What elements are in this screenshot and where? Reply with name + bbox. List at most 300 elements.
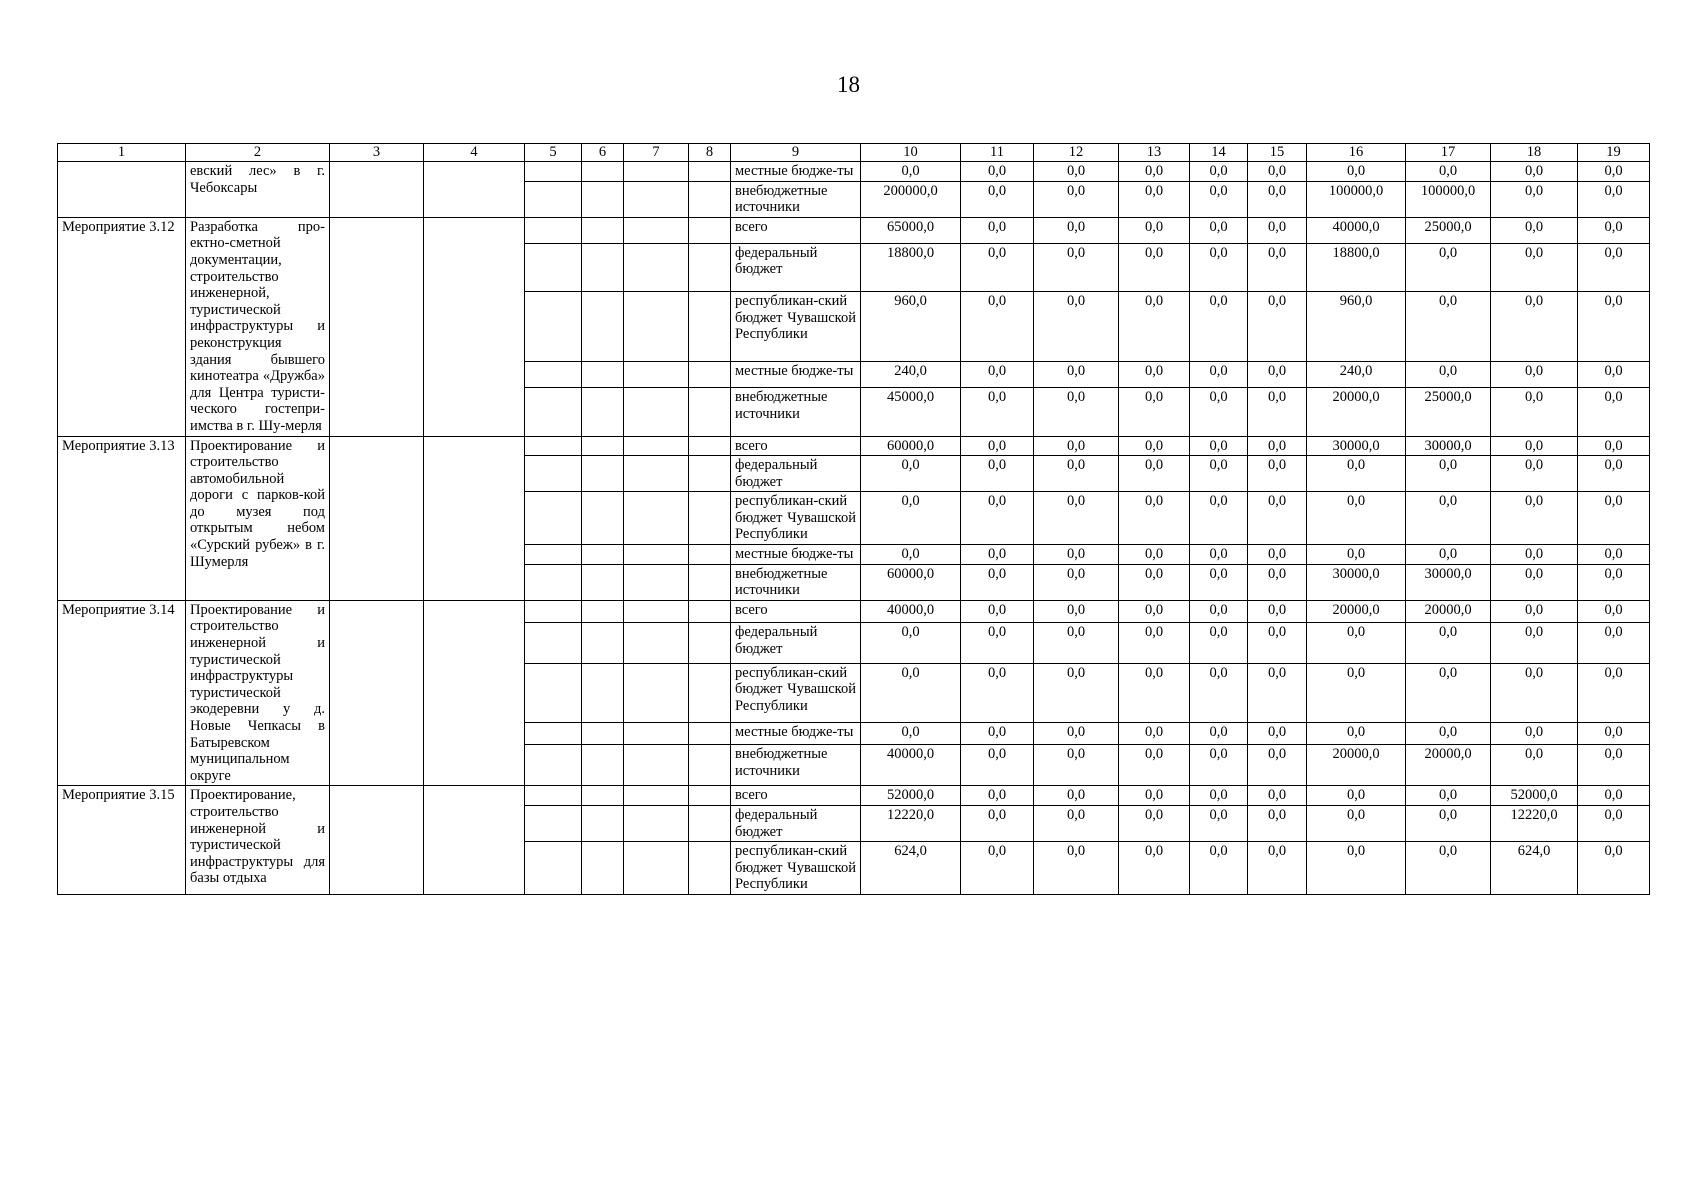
amount-cell: 0,0 xyxy=(1578,564,1650,600)
amount-cell: 0,0 xyxy=(1248,723,1307,745)
amount-cell: 0,0 xyxy=(1307,622,1406,663)
amount-cell: 0,0 xyxy=(961,243,1034,291)
empty-cell xyxy=(624,545,689,565)
amount-cell: 0,0 xyxy=(861,456,961,492)
measure-id-cell xyxy=(58,162,186,218)
column-number-9: 9 xyxy=(731,144,861,162)
column-number-1: 1 xyxy=(58,144,186,162)
amount-cell: 0,0 xyxy=(1578,805,1650,841)
column-number-7: 7 xyxy=(624,144,689,162)
amount-cell: 0,0 xyxy=(1248,600,1307,622)
amount-cell: 960,0 xyxy=(861,292,961,362)
amount-cell: 0,0 xyxy=(1248,162,1307,182)
empty-cell xyxy=(689,492,731,545)
amount-cell: 0,0 xyxy=(1119,492,1190,545)
table-row xyxy=(58,600,1650,622)
amount-cell: 0,0 xyxy=(1248,181,1307,217)
amount-cell: 52000,0 xyxy=(861,786,961,806)
amount-cell: 0,0 xyxy=(1190,723,1248,745)
empty-cell xyxy=(689,663,731,723)
column-number-15: 15 xyxy=(1248,144,1307,162)
empty-cell xyxy=(525,436,582,456)
empty-cell xyxy=(582,162,624,182)
empty-cell xyxy=(525,362,582,388)
empty-cell xyxy=(624,723,689,745)
amount-cell: 0,0 xyxy=(1307,492,1406,545)
amount-cell: 0,0 xyxy=(961,456,1034,492)
amount-cell: 0,0 xyxy=(1406,243,1491,291)
amount-cell: 0,0 xyxy=(1190,292,1248,362)
empty-cell xyxy=(525,786,582,806)
empty-cell xyxy=(624,564,689,600)
amount-cell: 0,0 xyxy=(961,292,1034,362)
amount-cell: 0,0 xyxy=(1406,492,1491,545)
empty-cell xyxy=(624,162,689,182)
empty-cell xyxy=(689,217,731,243)
empty-cell xyxy=(689,564,731,600)
empty-cell xyxy=(424,786,525,895)
empty-cell xyxy=(330,600,424,786)
amount-cell: 0,0 xyxy=(861,545,961,565)
empty-cell xyxy=(582,564,624,600)
amount-cell: 0,0 xyxy=(1119,564,1190,600)
amount-cell: 0,0 xyxy=(1248,805,1307,841)
amount-cell: 0,0 xyxy=(1491,436,1578,456)
amount-cell: 0,0 xyxy=(861,663,961,723)
amount-cell: 0,0 xyxy=(1034,181,1119,217)
column-number-17: 17 xyxy=(1406,144,1491,162)
amount-cell: 0,0 xyxy=(961,723,1034,745)
amount-cell: 0,0 xyxy=(1190,436,1248,456)
empty-cell xyxy=(525,181,582,217)
amount-cell: 0,0 xyxy=(1034,622,1119,663)
empty-cell xyxy=(525,217,582,243)
measure-name-cell: Проектирование и строительство автомобильной дороги с парков-кой до музея под открытым небом «Сурский рубеж» в г. Шумерля xyxy=(186,436,330,600)
amount-cell: 0,0 xyxy=(1491,217,1578,243)
amount-cell: 0,0 xyxy=(961,564,1034,600)
amount-cell: 0,0 xyxy=(1119,545,1190,565)
amount-cell: 0,0 xyxy=(1248,292,1307,362)
empty-cell xyxy=(424,436,525,600)
empty-cell xyxy=(689,456,731,492)
amount-cell: 240,0 xyxy=(1307,362,1406,388)
empty-cell xyxy=(582,663,624,723)
empty-cell xyxy=(624,745,689,786)
amount-cell: 0,0 xyxy=(1491,663,1578,723)
amount-cell: 0,0 xyxy=(1406,292,1491,362)
amount-cell: 0,0 xyxy=(961,842,1034,895)
amount-cell: 12220,0 xyxy=(1491,805,1578,841)
empty-cell xyxy=(525,723,582,745)
amount-cell: 0,0 xyxy=(1119,805,1190,841)
empty-cell xyxy=(525,600,582,622)
column-number-6: 6 xyxy=(582,144,624,162)
column-number-header-row xyxy=(58,144,1650,162)
amount-cell: 0,0 xyxy=(1491,388,1578,436)
amount-cell: 0,0 xyxy=(1034,388,1119,436)
amount-cell: 0,0 xyxy=(1034,217,1119,243)
amount-cell: 0,0 xyxy=(1578,243,1650,291)
funding-source-cell: республикан-ский бюджет Чувашской Республики xyxy=(731,842,861,895)
empty-cell xyxy=(624,600,689,622)
amount-cell: 40000,0 xyxy=(861,600,961,622)
amount-cell: 0,0 xyxy=(1119,436,1190,456)
amount-cell: 0,0 xyxy=(1119,181,1190,217)
amount-cell: 0,0 xyxy=(1578,388,1650,436)
measure-name-cell: Проектирование, строительство инженерной и туристической инфраструктуры для базы отдыха xyxy=(186,786,330,895)
empty-cell xyxy=(689,723,731,745)
empty-cell xyxy=(624,492,689,545)
table-body xyxy=(58,162,1650,895)
measure-id-cell: Мероприятие 3.13 xyxy=(58,436,186,600)
amount-cell: 0,0 xyxy=(1190,745,1248,786)
amount-cell: 0,0 xyxy=(861,723,961,745)
amount-cell: 0,0 xyxy=(1119,162,1190,182)
amount-cell: 0,0 xyxy=(1119,217,1190,243)
amount-cell: 0,0 xyxy=(1190,456,1248,492)
amount-cell: 0,0 xyxy=(1406,162,1491,182)
amount-cell: 0,0 xyxy=(1248,545,1307,565)
amount-cell: 60000,0 xyxy=(861,564,961,600)
amount-cell: 0,0 xyxy=(1491,162,1578,182)
measure-name-cell: Проектирование и строительство инженерной и туристической инфраструктуры туристической экодеревни у д. Новые Чепкасы в Батыревском муниципальном округе xyxy=(186,600,330,786)
amount-cell: 0,0 xyxy=(1307,663,1406,723)
empty-cell xyxy=(624,842,689,895)
funding-source-cell: внебюджетные источники xyxy=(731,388,861,436)
amount-cell: 20000,0 xyxy=(1307,600,1406,622)
amount-cell: 0,0 xyxy=(1190,663,1248,723)
amount-cell: 0,0 xyxy=(1307,842,1406,895)
amount-cell: 0,0 xyxy=(1034,362,1119,388)
funding-source-cell: федеральный бюджет xyxy=(731,243,861,291)
amount-cell: 0,0 xyxy=(1190,181,1248,217)
column-number-14: 14 xyxy=(1190,144,1248,162)
funding-source-cell: республикан-ский бюджет Чувашской Республики xyxy=(731,492,861,545)
amount-cell: 0,0 xyxy=(1034,456,1119,492)
amount-cell: 0,0 xyxy=(1578,456,1650,492)
page-number: 18 xyxy=(837,72,860,97)
amount-cell: 0,0 xyxy=(961,436,1034,456)
amount-cell: 0,0 xyxy=(1119,723,1190,745)
amount-cell: 0,0 xyxy=(1190,492,1248,545)
amount-cell: 0,0 xyxy=(1491,492,1578,545)
amount-cell: 0,0 xyxy=(1119,243,1190,291)
amount-cell: 0,0 xyxy=(861,162,961,182)
empty-cell xyxy=(689,243,731,291)
empty-cell xyxy=(525,745,582,786)
amount-cell: 0,0 xyxy=(961,663,1034,723)
funding-source-cell: республикан-ский бюджет Чувашской Республики xyxy=(731,292,861,362)
amount-cell: 100000,0 xyxy=(1307,181,1406,217)
amount-cell: 0,0 xyxy=(1034,842,1119,895)
empty-cell xyxy=(689,436,731,456)
empty-cell xyxy=(525,663,582,723)
column-number-2: 2 xyxy=(186,144,330,162)
table-row xyxy=(58,217,1650,243)
empty-cell xyxy=(582,436,624,456)
funding-source-cell: местные бюдже-ты xyxy=(731,545,861,565)
amount-cell: 0,0 xyxy=(1248,842,1307,895)
amount-cell: 0,0 xyxy=(1190,805,1248,841)
amount-cell: 0,0 xyxy=(961,362,1034,388)
amount-cell: 0,0 xyxy=(1119,600,1190,622)
amount-cell: 0,0 xyxy=(1578,292,1650,362)
empty-cell xyxy=(624,456,689,492)
empty-cell xyxy=(582,745,624,786)
funding-source-cell: республикан-ский бюджет Чувашской Республики xyxy=(731,663,861,723)
empty-cell xyxy=(525,842,582,895)
empty-cell xyxy=(689,745,731,786)
amount-cell: 0,0 xyxy=(1248,456,1307,492)
amount-cell: 0,0 xyxy=(961,622,1034,663)
amount-cell: 0,0 xyxy=(1190,217,1248,243)
empty-cell xyxy=(424,217,525,436)
measure-name-cell: евский лес» в г. Чебоксары xyxy=(186,162,330,218)
amount-cell: 0,0 xyxy=(1578,745,1650,786)
empty-cell xyxy=(525,805,582,841)
empty-cell xyxy=(582,842,624,895)
empty-cell xyxy=(689,292,731,362)
amount-cell: 0,0 xyxy=(961,388,1034,436)
amount-cell: 0,0 xyxy=(1406,805,1491,841)
amount-cell: 960,0 xyxy=(1307,292,1406,362)
funding-source-cell: федеральный бюджет xyxy=(731,805,861,841)
amount-cell: 0,0 xyxy=(1034,663,1119,723)
amount-cell: 0,0 xyxy=(961,745,1034,786)
amount-cell: 20000,0 xyxy=(1307,745,1406,786)
amount-cell: 0,0 xyxy=(961,545,1034,565)
amount-cell: 0,0 xyxy=(1307,805,1406,841)
empty-cell xyxy=(689,786,731,806)
amount-cell: 0,0 xyxy=(1248,217,1307,243)
column-number-13: 13 xyxy=(1119,144,1190,162)
amount-cell: 0,0 xyxy=(961,492,1034,545)
amount-cell: 0,0 xyxy=(1248,362,1307,388)
amount-cell: 0,0 xyxy=(1034,545,1119,565)
amount-cell: 0,0 xyxy=(961,217,1034,243)
funding-source-cell: внебюджетные источники xyxy=(731,745,861,786)
empty-cell xyxy=(689,181,731,217)
empty-cell xyxy=(525,622,582,663)
amount-cell: 0,0 xyxy=(1406,786,1491,806)
column-number-19: 19 xyxy=(1578,144,1650,162)
amount-cell: 0,0 xyxy=(1578,723,1650,745)
amount-cell: 65000,0 xyxy=(861,217,961,243)
amount-cell: 0,0 xyxy=(1248,243,1307,291)
amount-cell: 0,0 xyxy=(961,600,1034,622)
amount-cell: 0,0 xyxy=(1190,388,1248,436)
table-row xyxy=(58,162,1650,182)
amount-cell: 0,0 xyxy=(1248,663,1307,723)
amount-cell: 0,0 xyxy=(1491,745,1578,786)
amount-cell: 0,0 xyxy=(1248,622,1307,663)
amount-cell: 0,0 xyxy=(861,622,961,663)
amount-cell: 0,0 xyxy=(1307,162,1406,182)
empty-cell xyxy=(689,388,731,436)
amount-cell: 624,0 xyxy=(1491,842,1578,895)
amount-cell: 0,0 xyxy=(1248,388,1307,436)
amount-cell: 30000,0 xyxy=(1406,564,1491,600)
amount-cell: 45000,0 xyxy=(861,388,961,436)
empty-cell xyxy=(582,622,624,663)
amount-cell: 0,0 xyxy=(1119,842,1190,895)
empty-cell xyxy=(582,805,624,841)
amount-cell: 0,0 xyxy=(1491,600,1578,622)
amount-cell: 0,0 xyxy=(961,805,1034,841)
amount-cell: 25000,0 xyxy=(1406,388,1491,436)
amount-cell: 0,0 xyxy=(1491,181,1578,217)
amount-cell: 0,0 xyxy=(1491,243,1578,291)
amount-cell: 0,0 xyxy=(1491,456,1578,492)
amount-cell: 0,0 xyxy=(1307,786,1406,806)
funding-source-cell: местные бюдже-ты xyxy=(731,362,861,388)
amount-cell: 0,0 xyxy=(961,181,1034,217)
amount-cell: 0,0 xyxy=(861,492,961,545)
amount-cell: 0,0 xyxy=(1406,663,1491,723)
amount-cell: 624,0 xyxy=(861,842,961,895)
empty-cell xyxy=(330,786,424,895)
amount-cell: 0,0 xyxy=(1307,545,1406,565)
empty-cell xyxy=(525,162,582,182)
measure-name-cell: Разработка про-ектно-сметной документации, строительство инженерной, туристической инфраструктуры и реконструкция здания бывшего кинотеатра «Дружба» для Центра туристи-ческого гостепри-имства в г. Шу-мерля xyxy=(186,217,330,436)
empty-cell xyxy=(525,564,582,600)
empty-cell xyxy=(582,600,624,622)
amount-cell: 18800,0 xyxy=(861,243,961,291)
empty-cell xyxy=(582,456,624,492)
column-number-3: 3 xyxy=(330,144,424,162)
column-number-16: 16 xyxy=(1307,144,1406,162)
amount-cell: 0,0 xyxy=(1248,436,1307,456)
amount-cell: 0,0 xyxy=(1578,162,1650,182)
amount-cell: 0,0 xyxy=(1190,600,1248,622)
amount-cell: 0,0 xyxy=(1034,786,1119,806)
amount-cell: 40000,0 xyxy=(1307,217,1406,243)
empty-cell xyxy=(624,243,689,291)
empty-cell xyxy=(624,217,689,243)
amount-cell: 30000,0 xyxy=(1307,564,1406,600)
column-number-10: 10 xyxy=(861,144,961,162)
amount-cell: 40000,0 xyxy=(861,745,961,786)
amount-cell: 0,0 xyxy=(1491,545,1578,565)
amount-cell: 18800,0 xyxy=(1307,243,1406,291)
amount-cell: 0,0 xyxy=(1491,564,1578,600)
amount-cell: 0,0 xyxy=(1578,436,1650,456)
table-row xyxy=(58,786,1650,806)
amount-cell: 0,0 xyxy=(1034,745,1119,786)
funding-source-cell: всего xyxy=(731,436,861,456)
amount-cell: 0,0 xyxy=(1119,456,1190,492)
funding-source-cell: всего xyxy=(731,600,861,622)
empty-cell xyxy=(582,292,624,362)
empty-cell xyxy=(582,362,624,388)
empty-cell xyxy=(424,600,525,786)
amount-cell: 0,0 xyxy=(1307,456,1406,492)
empty-cell xyxy=(624,388,689,436)
amount-cell: 0,0 xyxy=(1190,564,1248,600)
empty-cell xyxy=(582,492,624,545)
empty-cell xyxy=(424,162,525,218)
amount-cell: 0,0 xyxy=(1578,217,1650,243)
measure-id-cell: Мероприятие 3.14 xyxy=(58,600,186,786)
column-number-5: 5 xyxy=(525,144,582,162)
amount-cell: 0,0 xyxy=(1578,786,1650,806)
empty-cell xyxy=(689,842,731,895)
amount-cell: 0,0 xyxy=(1248,786,1307,806)
amount-cell: 0,0 xyxy=(1190,362,1248,388)
empty-cell xyxy=(624,622,689,663)
amount-cell: 0,0 xyxy=(1578,663,1650,723)
amount-cell: 0,0 xyxy=(1491,622,1578,663)
amount-cell: 0,0 xyxy=(1578,492,1650,545)
amount-cell: 0,0 xyxy=(1034,723,1119,745)
empty-cell xyxy=(525,492,582,545)
empty-cell xyxy=(582,545,624,565)
empty-cell xyxy=(624,436,689,456)
amount-cell: 0,0 xyxy=(1406,723,1491,745)
amount-cell: 60000,0 xyxy=(861,436,961,456)
amount-cell: 0,0 xyxy=(1034,292,1119,362)
amount-cell: 240,0 xyxy=(861,362,961,388)
amount-cell: 0,0 xyxy=(1034,805,1119,841)
funding-source-cell: внебюджетные источники xyxy=(731,181,861,217)
amount-cell: 0,0 xyxy=(1248,564,1307,600)
amount-cell: 0,0 xyxy=(1578,622,1650,663)
amount-cell: 0,0 xyxy=(961,162,1034,182)
amount-cell: 52000,0 xyxy=(1491,786,1578,806)
budget-table xyxy=(57,143,1650,895)
empty-cell xyxy=(582,723,624,745)
amount-cell: 0,0 xyxy=(1578,600,1650,622)
column-number-12: 12 xyxy=(1034,144,1119,162)
amount-cell: 0,0 xyxy=(1034,436,1119,456)
measure-id-cell: Мероприятие 3.15 xyxy=(58,786,186,895)
amount-cell: 0,0 xyxy=(1578,362,1650,388)
empty-cell xyxy=(689,545,731,565)
amount-cell: 0,0 xyxy=(1190,842,1248,895)
amount-cell: 0,0 xyxy=(1190,622,1248,663)
amount-cell: 0,0 xyxy=(1491,292,1578,362)
amount-cell: 200000,0 xyxy=(861,181,961,217)
empty-cell xyxy=(689,600,731,622)
empty-cell xyxy=(624,292,689,362)
amount-cell: 0,0 xyxy=(1406,622,1491,663)
amount-cell: 0,0 xyxy=(1034,162,1119,182)
empty-cell xyxy=(525,243,582,291)
funding-source-cell: федеральный бюджет xyxy=(731,456,861,492)
amount-cell: 0,0 xyxy=(1406,545,1491,565)
amount-cell: 0,0 xyxy=(1119,362,1190,388)
empty-cell xyxy=(330,217,424,436)
amount-cell: 0,0 xyxy=(1119,622,1190,663)
funding-source-cell: местные бюдже-ты xyxy=(731,162,861,182)
amount-cell: 30000,0 xyxy=(1307,436,1406,456)
amount-cell: 0,0 xyxy=(1034,600,1119,622)
column-number-4: 4 xyxy=(424,144,525,162)
amount-cell: 0,0 xyxy=(1578,181,1650,217)
amount-cell: 100000,0 xyxy=(1406,181,1491,217)
amount-cell: 20000,0 xyxy=(1406,600,1491,622)
amount-cell: 0,0 xyxy=(1119,745,1190,786)
amount-cell: 0,0 xyxy=(1578,842,1650,895)
empty-cell xyxy=(624,663,689,723)
empty-cell xyxy=(582,217,624,243)
empty-cell xyxy=(525,388,582,436)
amount-cell: 0,0 xyxy=(1406,842,1491,895)
amount-cell: 0,0 xyxy=(1491,723,1578,745)
column-number-11: 11 xyxy=(961,144,1034,162)
funding-source-cell: внебюджетные источники xyxy=(731,564,861,600)
column-number-8: 8 xyxy=(689,144,731,162)
